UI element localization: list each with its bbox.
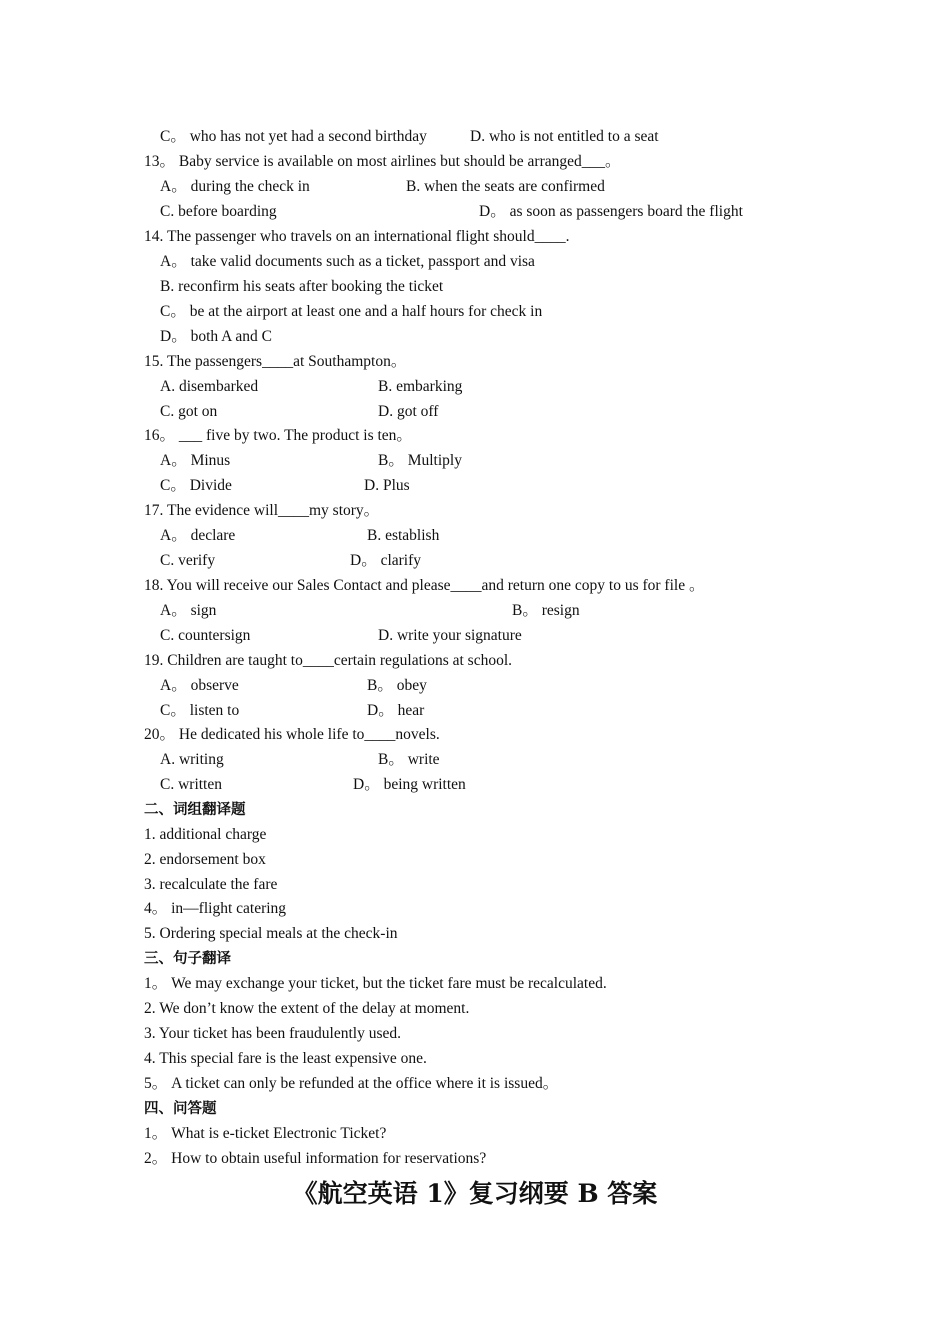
section2-item: 3. recalculate the fare [144,876,278,893]
q13-option-a: A。 during the check in [160,178,310,195]
answer-key-title: 《航空英语 1》复习纲要 B 答案 [292,1179,658,1208]
q16-option-d: D. Plus [364,477,410,494]
q13-option-b: B. when the seats are confirmed [406,178,605,195]
q19-option-b: B。 obey [367,677,427,694]
section2-item: 1. additional charge [144,826,267,843]
q15-option-c: C. got on [160,403,218,420]
q17-stem: 17. The evidence will____my story。 [144,502,380,519]
q18-option-b: B。 resign [512,602,580,619]
q15-option-b: B. embarking [378,378,463,395]
q17-option-b: B. establish [367,527,440,544]
q14-option-d: D。 both A and C [160,328,272,345]
q15-option-d: D. got off [378,403,439,420]
q20-option-b: B。 write [378,751,440,768]
q20-option-d: D。 being written [353,776,466,793]
section3-item: 2. We don’t know the extent of the delay at moment. [144,1000,470,1017]
q17-option-a: A。 declare [160,527,236,544]
q12-option-d: D. who is not entitled to a seat [470,128,659,145]
section2-item: 2. endorsement box [144,851,266,868]
q14-stem: 14. The passenger who travels on an international flight should____. [144,228,570,245]
q14-option-a: A。 take valid documents such as a ticket, passport and visa [160,253,535,270]
q17-option-d: D。 clarify [350,552,422,569]
q20-option-c: C. written [160,776,222,793]
q15-stem: 15. The passengers____at Southampton。 [144,353,407,370]
section2-heading: 二、词组翻译题 [144,802,246,818]
q18-option-a: A。 sign [160,602,217,619]
section2-item: 5. Ordering special meals at the check-in [144,925,398,942]
section3-item: 1。 We may exchange your ticket, but the ticket fare must be recalculated. [144,975,607,992]
q18-stem: 18. You will receive our Sales Contact and please____and return one copy to us for file 。 [144,577,705,594]
q16-option-c: C。 Divide [160,477,232,494]
q18-option-d: D. write your signature [378,627,522,644]
q19-option-a: A。 observe [160,677,239,694]
section4-item: 2。 How to obtain useful information for reservations? [144,1150,487,1167]
q16-stem: 16。 ___ five by two. The product is ten。 [144,427,412,444]
section2-item: 4。 in—flight catering [144,900,287,917]
q16-option-b: B。 Multiply [378,452,462,469]
section4-item: 1。 What is e-ticket Electronic Ticket? [144,1125,387,1142]
section3-item: 5。 A ticket can only be refunded at the office where it is issued。 [144,1075,559,1092]
q16-option-a: A。 Minus [160,452,231,469]
q13-option-d: D。 as soon as passengers board the flight [479,203,743,220]
q19-option-d: D。 hear [367,702,425,719]
section3-heading: 三、句子翻译 [144,951,231,967]
section3-item: 3. Your ticket has been fraudulently used. [144,1025,401,1042]
q18-option-c: C. countersign [160,627,251,644]
q19-option-c: C。 listen to [160,702,240,719]
q20-stem: 20。 He dedicated his whole life to____novels. [144,726,440,743]
section4-heading: 四、问答题 [144,1101,217,1117]
q19-stem: 19. Children are taught to____certain regulations at school. [144,652,513,669]
q13-stem: 13。 Baby service is available on most airlines but should be arranged___。 [144,153,621,170]
q14-option-b: B. reconfirm his seats after booking the ticket [160,278,444,295]
q20-option-a: A. writing [160,751,224,768]
q14-option-c: C。 be at the airport at least one and a half hours for check in [160,303,543,320]
q12-option-c: C。 who has not yet had a second birthday [160,128,427,145]
q15-option-a: A. disembarked [160,378,259,395]
section3-item: 4. This special fare is the least expensive one. [144,1050,427,1067]
q13-option-c: C. before boarding [160,203,277,220]
q17-option-c: C. verify [160,552,216,569]
